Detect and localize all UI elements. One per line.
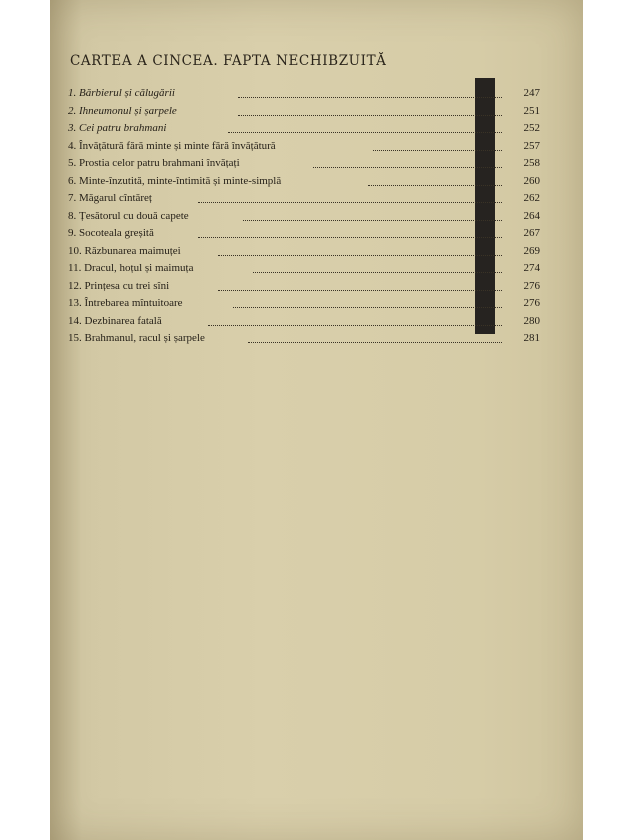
section-heading: CARTEA A CINCEA. FAPTA NECHIBZUITĂ <box>70 53 387 69</box>
toc-leader-dots <box>243 219 502 221</box>
toc-entry <box>68 120 540 138</box>
toc-entry-title: 3. Cei patru brahmani <box>68 122 167 134</box>
toc-page-number: 258 <box>523 157 540 169</box>
toc-entry-title: 12. Prințesa cu trei sîni <box>68 279 170 292</box>
toc-page-number: 274 <box>523 262 540 274</box>
toc-entry <box>68 173 540 191</box>
toc-page-number: 257 <box>523 139 540 152</box>
toc-entry-title: 2. Ihneumonul și șarpele <box>68 104 177 117</box>
toc-leader-dots <box>253 271 502 273</box>
toc-entry-title: 14. Dezbinarea fatală <box>68 314 162 327</box>
toc-entry-title: 11. Dracul, hoțul și maimuța <box>68 262 194 274</box>
toc-leader-dots <box>228 131 502 133</box>
toc-leader-dots <box>198 201 502 203</box>
toc-leader-dots <box>198 236 502 238</box>
toc-entry <box>68 103 540 121</box>
toc-leader-dots <box>233 306 502 308</box>
toc-entry-title: 5. Prostia celor patru brahmani învățați <box>68 157 240 169</box>
toc-leader-dots <box>373 149 502 151</box>
toc-entry <box>68 278 540 296</box>
toc-entry-title: 10. Răzbunarea maimuței <box>68 244 181 257</box>
toc-entry <box>68 208 540 226</box>
toc-page-number: 264 <box>523 209 540 222</box>
toc-entry-title: 4. Învățătură fără minte și minte fără învățătură <box>68 139 276 152</box>
toc-leader-dots <box>368 184 502 186</box>
toc-entry <box>68 190 540 208</box>
toc-entry <box>68 225 540 243</box>
toc-entry <box>68 138 540 156</box>
toc-page-number: 280 <box>523 314 540 327</box>
toc-leader-dots <box>238 114 502 116</box>
toc-page-number: 281 <box>523 332 540 344</box>
toc-page-number: 252 <box>523 122 540 134</box>
toc-entry-title: 7. Măgarul cîntăreț <box>68 192 152 204</box>
toc-entry-title: 13. Întrebarea mîntuitoare <box>68 297 183 309</box>
toc-leader-dots <box>313 166 502 168</box>
toc-page-number: 251 <box>523 104 540 117</box>
toc-entry-title: 6. Minte-înzutită, minte-întimită și minte-simplă <box>68 174 282 187</box>
toc-page-number: 276 <box>523 279 540 292</box>
toc-page-number: 267 <box>523 227 540 239</box>
table-of-contents <box>68 85 540 348</box>
toc-entry <box>68 260 540 278</box>
toc-entry-title: 9. Socoteala greșită <box>68 227 154 239</box>
toc-entry <box>68 313 540 331</box>
toc-entry-title: 15. Brahmanul, racul și șarpele <box>68 332 205 344</box>
toc-page-number: 247 <box>523 87 540 99</box>
toc-entry <box>68 243 540 261</box>
toc-leader-dots <box>238 96 502 98</box>
toc-leader-dots <box>218 254 502 256</box>
toc-page-number: 260 <box>523 174 540 187</box>
toc-entry <box>68 155 540 173</box>
toc-entry-title: 8. Țesătorul cu două capete <box>68 209 189 222</box>
toc-page-number: 276 <box>523 297 540 309</box>
toc-leader-dots <box>208 324 502 326</box>
toc-entry <box>68 330 540 348</box>
toc-entry <box>68 85 540 103</box>
toc-entry-title: 1. Bărbierul și călugării <box>68 87 175 99</box>
toc-leader-dots <box>248 341 502 343</box>
toc-page-number: 262 <box>523 192 540 204</box>
toc-leader-dots <box>218 289 502 291</box>
toc-entry <box>68 295 540 313</box>
toc-page-number: 269 <box>523 244 540 257</box>
